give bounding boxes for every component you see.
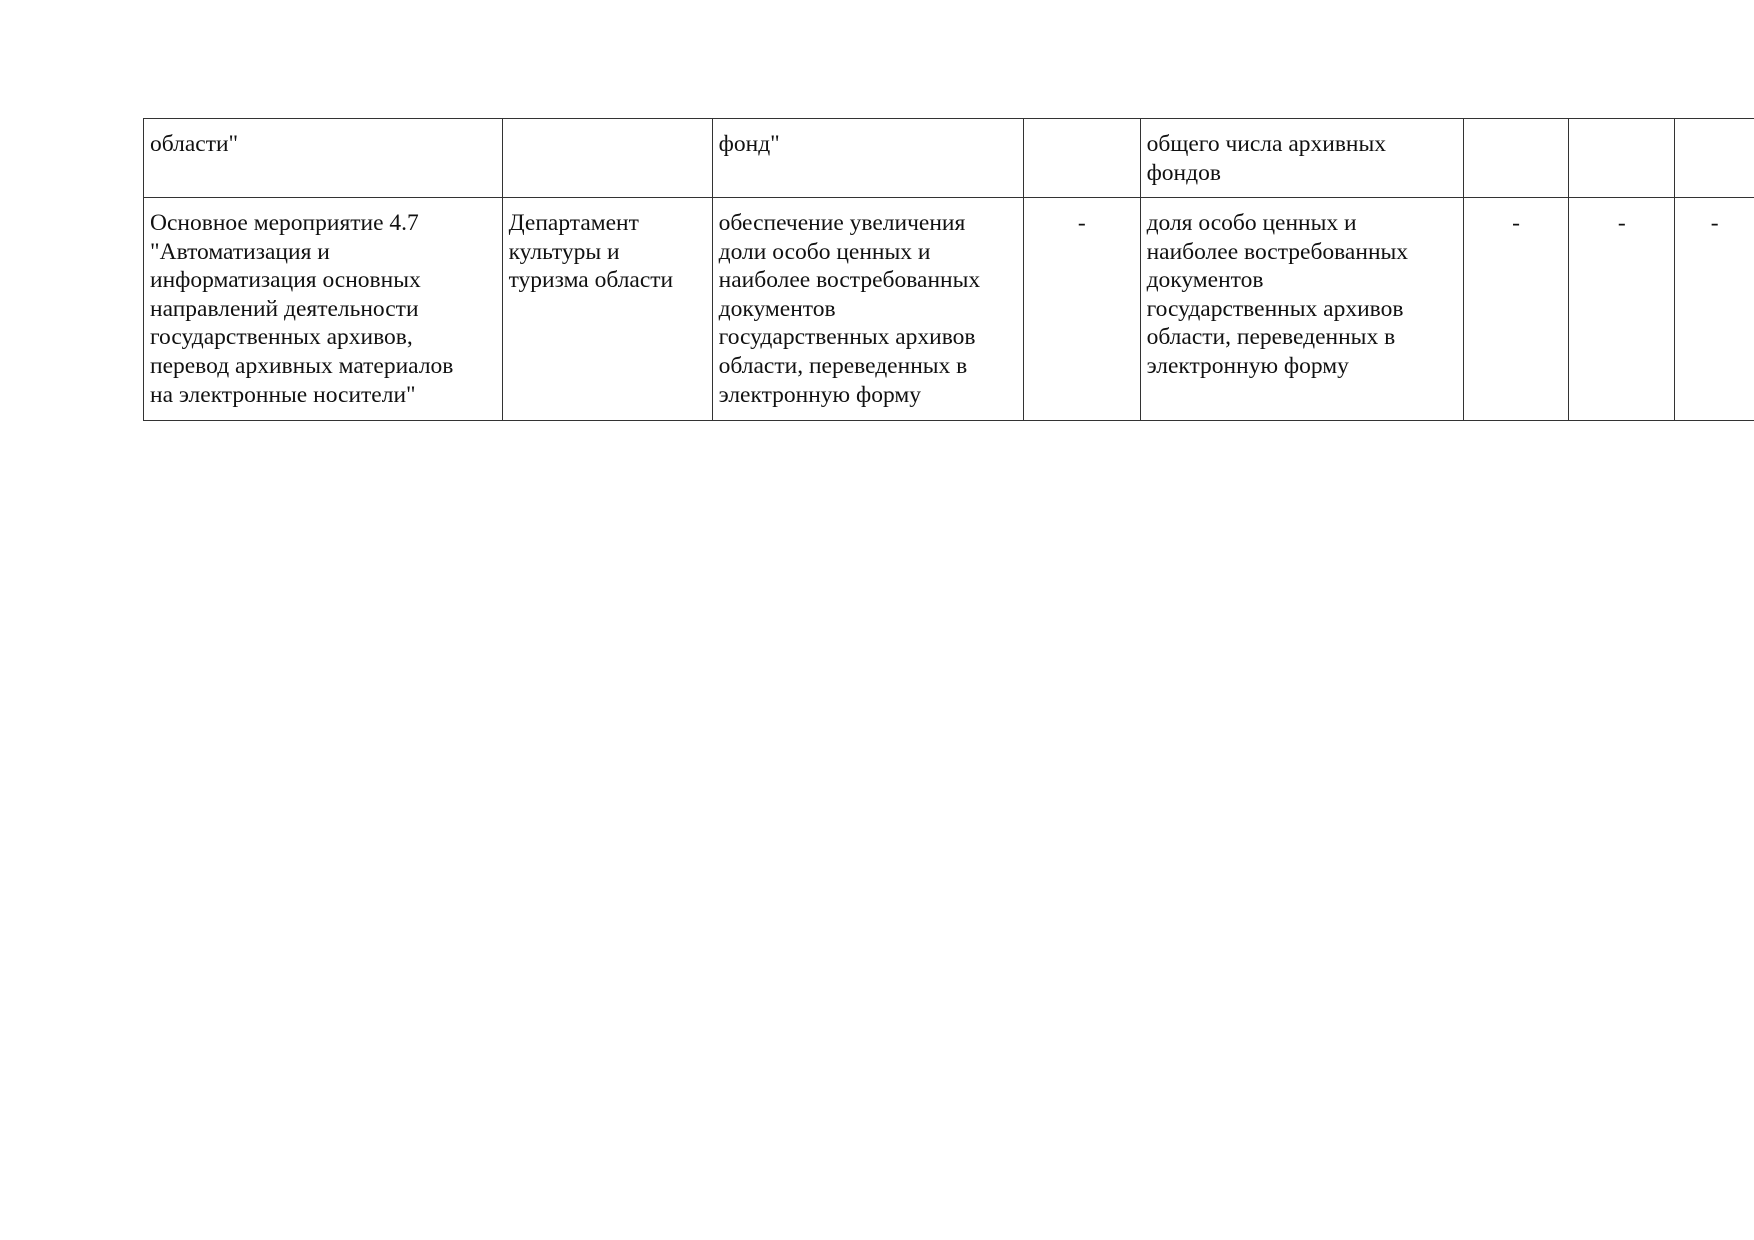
measure-name-cell: Основное мероприятие 4.7 "Автоматизация и информатизация основных направлений деятельности государственных архивов, перевод архивных материалов на электронные носители" [144,198,503,421]
indicator-cell: доля особо ценных и наиболее востребованных документов государственных архивов области, переведенных в электронную форму [1140,198,1463,421]
value-cell [1675,119,1754,198]
value-cell [1023,119,1140,198]
value-cell: - [1023,198,1140,421]
value-cell: - [1675,198,1754,421]
value-cell: - [1569,198,1675,421]
expected-result-cell: фонд" [712,119,1023,198]
value-cell [1463,119,1569,198]
value-cell [1569,119,1675,198]
indicator-cell: общего числа архивных фондов [1140,119,1463,198]
expected-result-cell: обеспечение увеличения доли особо ценных и наиболее востребованных документов государственных архивов области, переведенных в электронную форму [712,198,1023,421]
table-row [144,119,1754,198]
value-cell: - [1463,198,1569,421]
program-measures-table [143,118,1754,421]
measure-name-cell: области" [144,119,503,198]
table-row [144,198,1754,421]
executor-cell: Департамент культуры и туризма области [502,198,712,421]
executor-cell [502,119,712,198]
